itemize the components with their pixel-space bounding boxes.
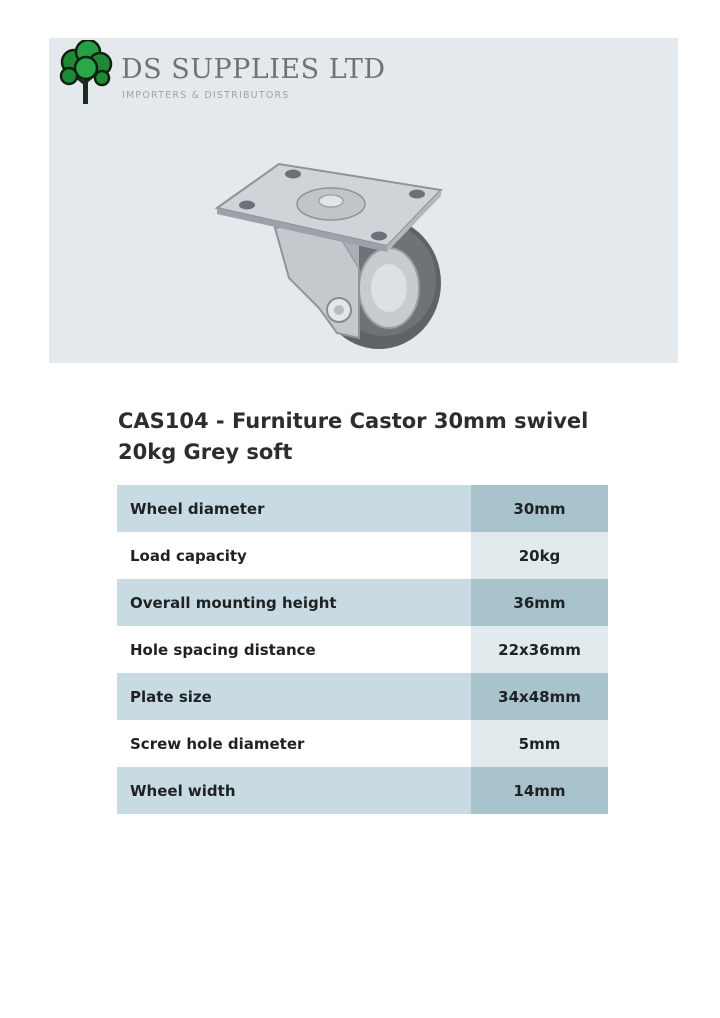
spec-label: Load capacity [117,532,471,579]
specifications-table [117,485,608,814]
spec-value: 14mm [471,767,608,814]
spec-row [117,673,608,720]
spec-label: Wheel diameter [117,485,471,532]
spec-row [117,626,608,673]
spec-value: 34x48mm [471,673,608,720]
spec-value: 22x36mm [471,626,608,673]
spec-row [117,579,608,626]
product-hero-banner [49,38,678,363]
spec-label: Overall mounting height [117,579,471,626]
spec-value: 30mm [471,485,608,532]
spec-row [117,485,608,532]
spec-label: Hole spacing distance [117,626,471,673]
product-title: CAS104 - Furniture Castor 30mm swivel 20kg Grey soft [118,409,589,464]
tree-logo-icon [57,40,115,106]
spec-value: 20kg [471,532,608,579]
spec-row [117,532,608,579]
spec-value: 5mm [471,720,608,767]
spec-row [117,767,608,814]
brand-name: DS SUPPLIES LTD [121,54,386,85]
brand-tagline: IMPORTERS & DISTRIBUTORS [122,90,290,101]
spec-value: 36mm [471,579,608,626]
spec-label: Wheel width [117,767,471,814]
castor-product-image [209,128,509,358]
spec-label: Screw hole diameter [117,720,471,767]
spec-row [117,720,608,767]
spec-label: Plate size [117,673,471,720]
